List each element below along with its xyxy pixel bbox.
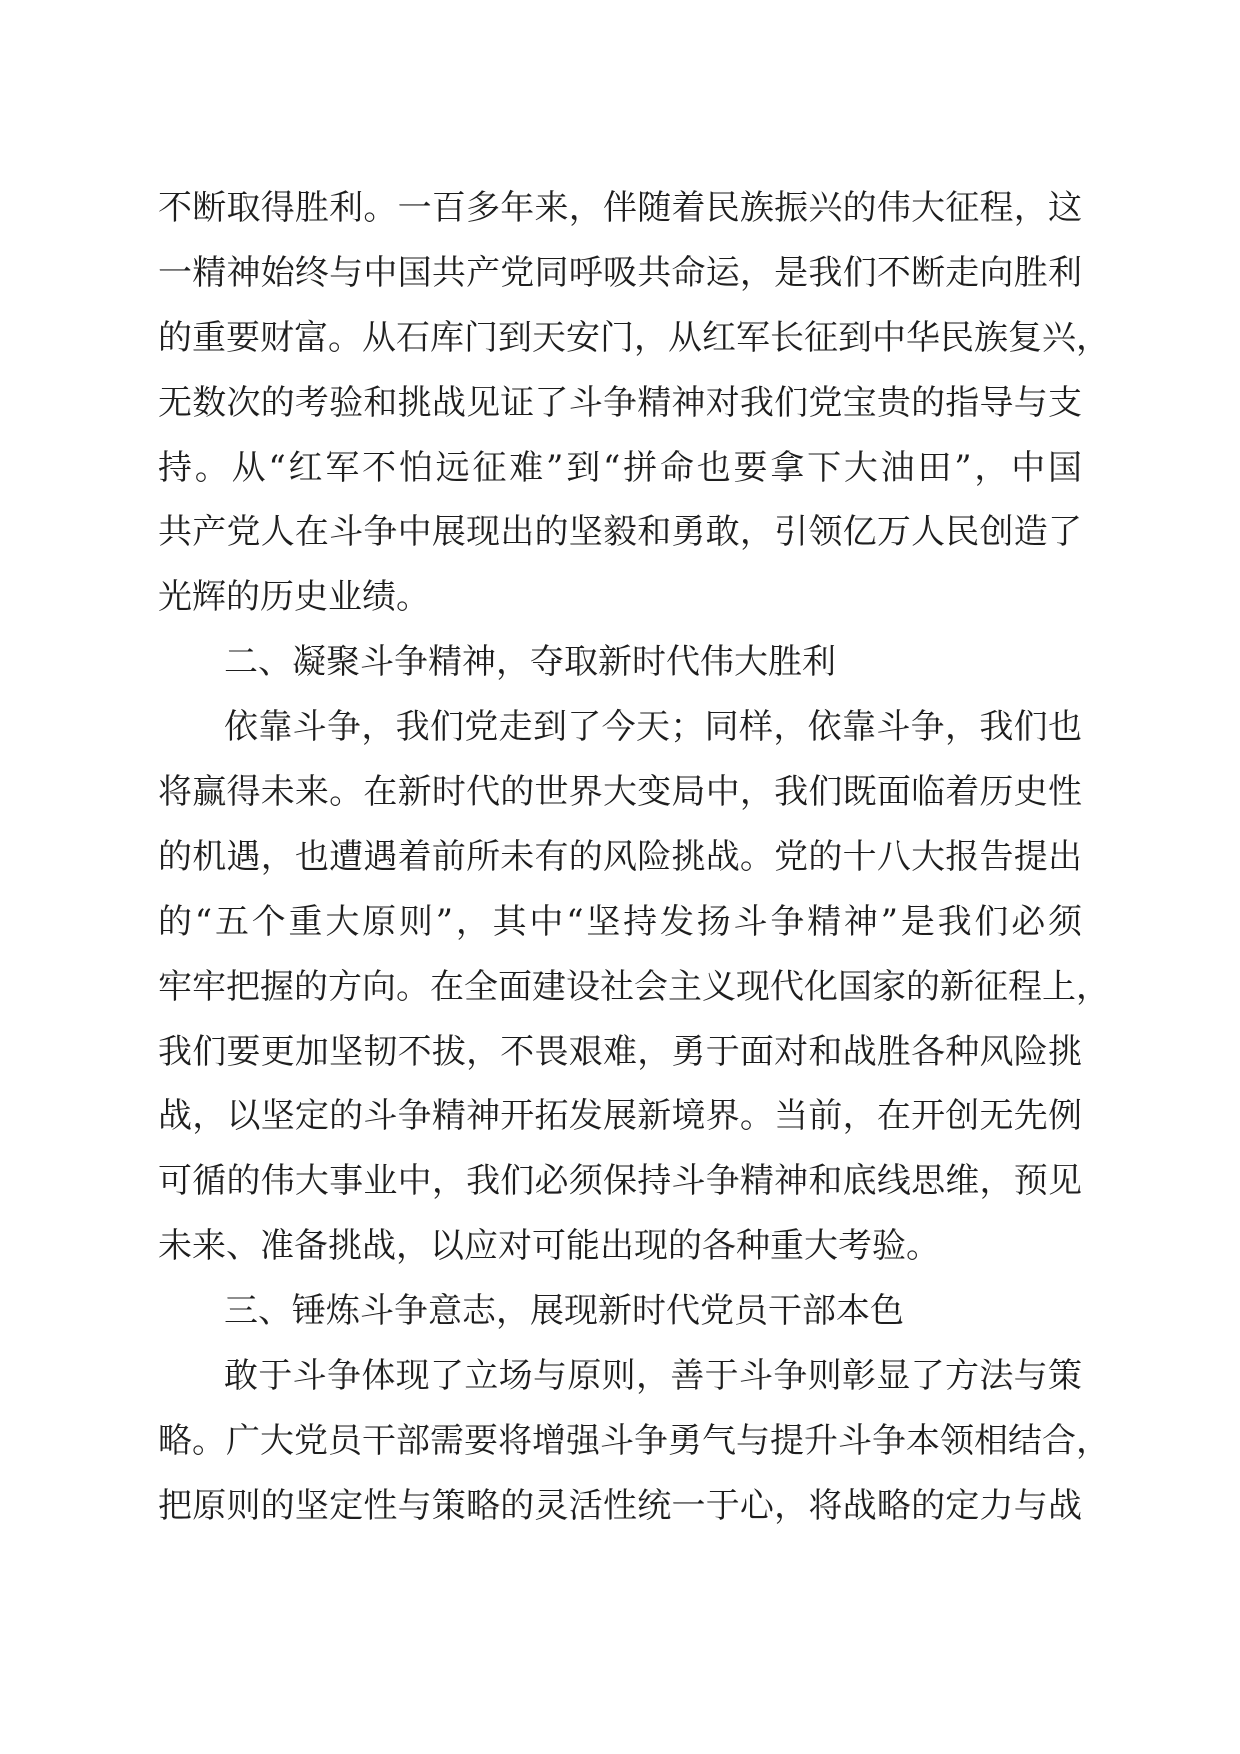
paragraph-line: 将赢得未来。在新时代的世界大变局中，我们既面临着历史性 — [158, 772, 1082, 813]
paragraph-line: 略。广大党员干部需要将增强斗争勇气与提升斗争本领相结合， — [158, 1420, 1110, 1461]
paragraph-line: 把原则的坚定性与策略的灵活性统一于心，将战略的定力与战 — [158, 1485, 1082, 1526]
paragraph-line: 可循的伟大事业中，我们必须保持斗争精神和底线思维，预见 — [158, 1161, 1082, 1202]
paragraph-line: 无数次的考验和挑战见证了斗争精神对我们党宝贵的指导与支 — [158, 382, 1082, 423]
paragraph-line: 敢于斗争体现了立场与原则，善于斗争则彰显了方法与策 — [224, 1356, 1082, 1397]
paragraph-line: 的机遇，也遭遇着前所未有的风险挑战。党的十八大报告提出 — [158, 836, 1082, 877]
paragraph-line: 依靠斗争，我们党走到了今天；同样，依靠斗争，我们也 — [224, 707, 1082, 748]
paragraph-line: 的“五个重大原则”，其中“坚持发扬斗争精神”是我们必须 — [158, 901, 1082, 942]
section-heading-3: 三、锤炼斗争意志，展现新时代党员干部本色 — [224, 1291, 904, 1332]
paragraph-line: 一精神始终与中国共产党同呼吸共命运，是我们不断走向胜利 — [158, 252, 1082, 293]
paragraph-line: 战，以坚定的斗争精神开拓发展新境界。当前，在开创无先例 — [158, 1096, 1082, 1137]
paragraph-line: 不断取得胜利。一百多年来，伴随着民族振兴的伟大征程，这 — [158, 188, 1082, 228]
paragraph-line: 的重要财富。从石库门到天安门，从红军长征到中华民族复兴， — [158, 317, 1110, 358]
paragraph-line: 牢牢把握的方向。在全面建设社会主义现代化国家的新征程上， — [158, 966, 1110, 1007]
paragraph-line: 共产党人在斗争中展现出的坚毅和勇敢，引领亿万人民创造了 — [158, 512, 1082, 553]
document-body — [158, 176, 1110, 1539]
paragraph-line: 持。从“红军不怕远征难”到“拼命也要拿下大油田”，中国 — [158, 447, 1082, 488]
section-heading-2: 二、凝聚斗争精神，夺取新时代伟大胜利 — [224, 642, 836, 683]
paragraph-line: 光辉的历史业绩。 — [158, 577, 430, 618]
paragraph-line: 我们要更加坚韧不拔，不畏艰难，勇于面对和战胜各种风险挑 — [158, 1031, 1082, 1072]
paragraph-line: 未来、准备挑战，以应对可能出现的各种重大考验。 — [158, 1226, 940, 1267]
